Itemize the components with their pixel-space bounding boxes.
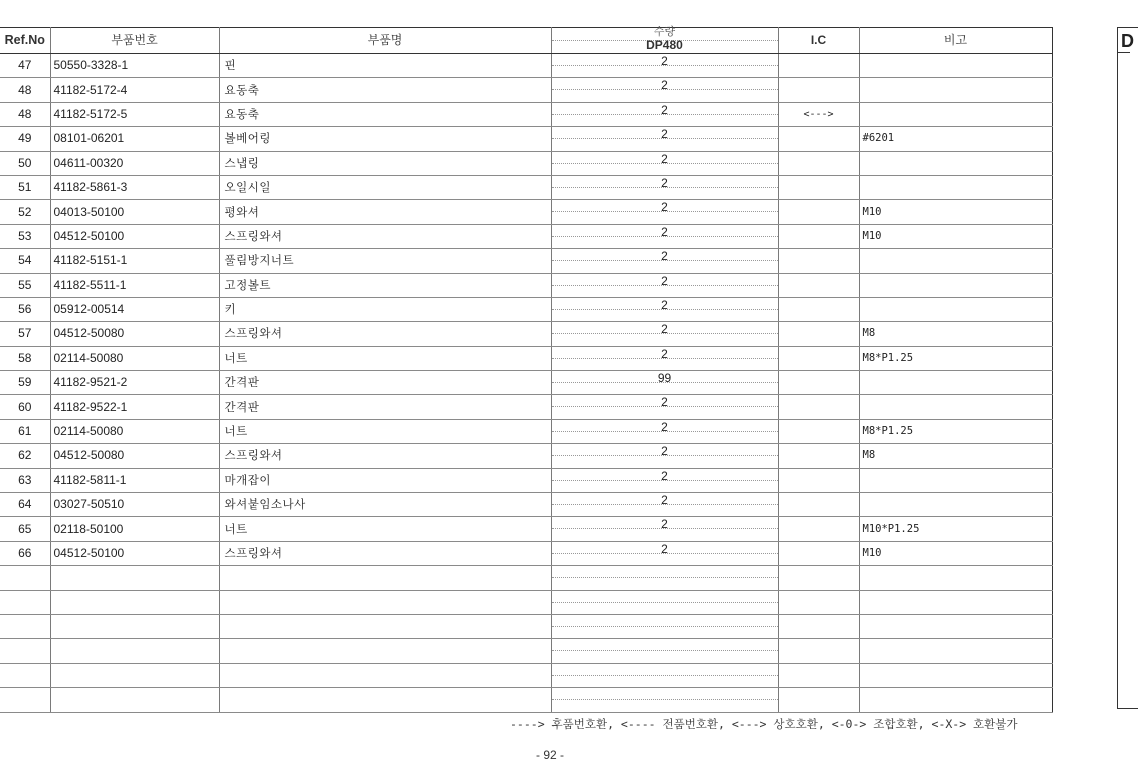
note-header: 비고 <box>859 28 1052 54</box>
part-name-cell: 고정볼트 <box>219 273 551 297</box>
part-no-cell: 41182-9522-1 <box>50 395 219 419</box>
part-name-cell: 볼베어링 <box>219 127 551 151</box>
ic-cell <box>778 493 859 517</box>
note-cell <box>859 175 1052 199</box>
ic-cell: <---> <box>778 102 859 126</box>
part-no-cell: 04013-50100 <box>50 200 219 224</box>
table-row <box>0 127 1052 151</box>
ref-no-cell: 55 <box>0 273 50 297</box>
parts-table <box>0 27 1053 713</box>
qty-header-label: 수량 <box>653 25 676 38</box>
part-no-cell: 41182-9521-2 <box>50 371 219 395</box>
ic-cell <box>778 419 859 443</box>
page-number: - 92 - <box>535 748 564 762</box>
part-no-cell: 41182-5811-1 <box>50 468 219 492</box>
part-name-cell: 마개잡이 <box>219 468 551 492</box>
table-row <box>0 175 1052 199</box>
part-name-cell: 평와셔 <box>219 200 551 224</box>
ref-no-cell: 62 <box>0 444 50 468</box>
ic-cell <box>778 444 859 468</box>
ref-no-cell: 56 <box>0 297 50 321</box>
table-row <box>0 541 1052 565</box>
note-cell: M8 <box>859 444 1052 468</box>
part-no-cell: 02114-50080 <box>50 419 219 443</box>
qty-cell: 2 <box>551 54 778 78</box>
note-cell <box>859 297 1052 321</box>
table-row <box>0 297 1052 321</box>
ref-no-cell: 66 <box>0 541 50 565</box>
ic-cell <box>778 151 859 175</box>
side-panel-label: D <box>1121 31 1134 51</box>
part-no-cell: 08101-06201 <box>50 127 219 151</box>
side-panel-frame <box>1117 27 1138 709</box>
part-no-cell: 04512-50100 <box>50 224 219 248</box>
ic-cell <box>778 297 859 321</box>
part-name-cell: 너트 <box>219 517 551 541</box>
part-no-cell: 41182-5861-3 <box>50 175 219 199</box>
part-no-cell: 50550-3328-1 <box>50 54 219 78</box>
ic-cell <box>778 395 859 419</box>
table-row <box>0 273 1052 297</box>
table-row <box>0 249 1052 273</box>
empty-row <box>0 688 1052 712</box>
table-row <box>0 517 1052 541</box>
part-no-cell: 02114-50080 <box>50 346 219 370</box>
note-cell <box>859 249 1052 273</box>
table-row <box>0 200 1052 224</box>
table-row <box>0 493 1052 517</box>
ref-no-cell: 63 <box>0 468 50 492</box>
note-cell <box>859 273 1052 297</box>
part-name-header: 부품명 <box>219 28 551 54</box>
table-row <box>0 322 1052 346</box>
part-no-cell: 41182-5172-4 <box>50 78 219 102</box>
part-no-cell: 04611-00320 <box>50 151 219 175</box>
table-row <box>0 419 1052 443</box>
part-no-cell: 04512-50080 <box>50 444 219 468</box>
empty-row <box>0 663 1052 687</box>
part-name-cell: 스프링와셔 <box>219 224 551 248</box>
table-row <box>0 102 1052 126</box>
qty-cell: 2 <box>551 224 778 248</box>
note-cell <box>859 493 1052 517</box>
ic-cell <box>778 54 859 78</box>
note-cell <box>859 371 1052 395</box>
ic-cell <box>778 200 859 224</box>
part-no-cell: 02118-50100 <box>50 517 219 541</box>
note-cell: M8 <box>859 322 1052 346</box>
qty-cell: 2 <box>551 127 778 151</box>
part-name-cell: 너트 <box>219 419 551 443</box>
part-no-cell: 03027-50510 <box>50 493 219 517</box>
qty-cell: 2 <box>551 151 778 175</box>
note-cell <box>859 78 1052 102</box>
ref-no-cell: 59 <box>0 371 50 395</box>
ic-cell <box>778 273 859 297</box>
part-name-cell: 간격판 <box>219 395 551 419</box>
qty-cell: 2 <box>551 419 778 443</box>
ic-cell <box>778 541 859 565</box>
table-row <box>0 371 1052 395</box>
ref-no-cell: 57 <box>0 322 50 346</box>
table-row <box>0 54 1052 78</box>
part-no-cell: 05912-00514 <box>50 297 219 321</box>
qty-header <box>551 25 778 54</box>
ref-no-cell: 58 <box>0 346 50 370</box>
note-cell <box>859 151 1052 175</box>
ic-cell <box>778 127 859 151</box>
ic-cell <box>778 175 859 199</box>
ic-cell <box>778 224 859 248</box>
table-row <box>0 151 1052 175</box>
parts-table-body <box>0 54 1052 713</box>
ref-no-cell: 48 <box>0 78 50 102</box>
ic-cell <box>778 517 859 541</box>
part-name-cell: 너트 <box>219 346 551 370</box>
part-name-cell: 요동축 <box>219 78 551 102</box>
qty-cell: 2 <box>551 541 778 565</box>
note-cell: M10 <box>859 200 1052 224</box>
qty-cell: 2 <box>551 102 778 126</box>
qty-cell: 2 <box>551 468 778 492</box>
note-cell: M8*P1.25 <box>859 419 1052 443</box>
ic-cell <box>778 468 859 492</box>
ic-header: I.C <box>778 28 859 54</box>
part-name-cell: 와셔붙임소나사 <box>219 493 551 517</box>
ref-no-cell: 61 <box>0 419 50 443</box>
note-cell <box>859 468 1052 492</box>
part-no-cell: 41182-5172-5 <box>50 102 219 126</box>
part-name-cell: 키 <box>219 297 551 321</box>
part-no-cell: 41182-5511-1 <box>50 273 219 297</box>
part-no-header: 부품번호 <box>50 28 219 54</box>
note-cell <box>859 54 1052 78</box>
ref-no-cell: 52 <box>0 200 50 224</box>
ref-no-cell: 53 <box>0 224 50 248</box>
note-cell: M10*P1.25 <box>859 517 1052 541</box>
table-row <box>0 444 1052 468</box>
qty-cell: 2 <box>551 297 778 321</box>
qty-cell: 2 <box>551 444 778 468</box>
table-row <box>0 224 1052 248</box>
part-name-cell: 풀림방지너트 <box>219 249 551 273</box>
table-row <box>0 346 1052 370</box>
part-name-cell: 스프링와셔 <box>219 444 551 468</box>
qty-cell: 2 <box>551 200 778 224</box>
part-name-cell: 요동축 <box>219 102 551 126</box>
qty-cell: 2 <box>551 273 778 297</box>
ref-no-cell: 60 <box>0 395 50 419</box>
empty-row <box>0 590 1052 614</box>
qty-cell: 2 <box>551 395 778 419</box>
table-row <box>0 78 1052 102</box>
ref-no-header: Ref.No <box>0 28 50 54</box>
table-row <box>0 468 1052 492</box>
part-name-cell: 스프링와셔 <box>219 322 551 346</box>
ic-cell <box>778 78 859 102</box>
empty-row <box>0 566 1052 590</box>
qty-cell: 99 <box>551 371 778 395</box>
ref-no-cell: 65 <box>0 517 50 541</box>
ic-cell <box>778 249 859 273</box>
qty-cell: 2 <box>551 78 778 102</box>
part-name-cell: 핀 <box>219 54 551 78</box>
qty-cell: 2 <box>551 322 778 346</box>
ref-no-cell: 54 <box>0 249 50 273</box>
ref-no-cell: 64 <box>0 493 50 517</box>
note-cell <box>859 102 1052 126</box>
part-no-cell: 41182-5151-1 <box>50 249 219 273</box>
note-cell: M10 <box>859 224 1052 248</box>
qty-cell: 2 <box>551 175 778 199</box>
note-cell: M10 <box>859 541 1052 565</box>
empty-row <box>0 639 1052 663</box>
note-cell: M8*P1.25 <box>859 346 1052 370</box>
table-header-row <box>0 28 1052 54</box>
part-name-cell: 간격판 <box>219 371 551 395</box>
empty-row <box>0 614 1052 638</box>
part-no-cell: 04512-50080 <box>50 322 219 346</box>
qty-cell: 2 <box>551 249 778 273</box>
table-row <box>0 395 1052 419</box>
qty-model-label: DP480 <box>646 38 683 52</box>
part-name-cell: 스프링와셔 <box>219 541 551 565</box>
interchange-legend: ----> 후품번호환, <---- 전품번호환, <---> 상호호환, <-0-> 조합호환, <-X-> 호환불가 <box>510 717 1018 731</box>
ic-cell <box>778 322 859 346</box>
qty-cell: 2 <box>551 493 778 517</box>
part-name-cell: 오일시일 <box>219 175 551 199</box>
part-no-cell: 04512-50100 <box>50 541 219 565</box>
ic-cell <box>778 346 859 370</box>
note-cell: #6201 <box>859 127 1052 151</box>
note-cell <box>859 395 1052 419</box>
qty-cell: 2 <box>551 517 778 541</box>
ref-no-cell: 50 <box>0 151 50 175</box>
ref-no-cell: 51 <box>0 175 50 199</box>
ref-no-cell: 49 <box>0 127 50 151</box>
qty-cell: 2 <box>551 346 778 370</box>
ic-cell <box>778 371 859 395</box>
ref-no-cell: 48 <box>0 102 50 126</box>
part-name-cell: 스냅링 <box>219 151 551 175</box>
ref-no-cell: 47 <box>0 54 50 78</box>
